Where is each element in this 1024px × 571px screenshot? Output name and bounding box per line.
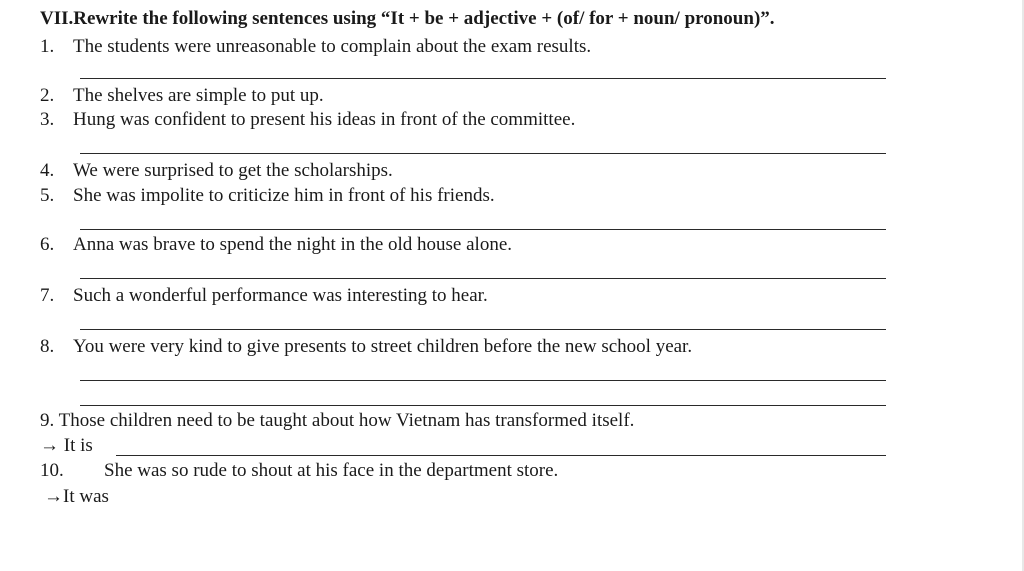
answer-line-1[interactable] [80,78,886,79]
question-10 [40,459,559,483]
question-text: The shelves are simple to put up. [73,85,324,106]
question-number: 7. [40,285,55,306]
question-text: Such a wonderful performance was interesting to hear. [73,285,488,306]
question-number: 5. [40,185,55,206]
exercise-title: VII.Rewrite the following sentences using “It + be + adjective + (of/ for + noun/ pronoun)”. [40,8,775,29]
answer-prompt-10: →It was [44,486,109,507]
question-text: Anna was brave to spend the night in the old house alone. [73,234,513,255]
question-number: 8. [40,336,55,357]
question-text: She was so rude to shout at his face in the department store. [104,460,559,481]
question-text: You were very kind to give presents to street children before the new school year. [73,336,693,357]
answer-line-8a[interactable] [80,380,886,381]
question-9 [40,409,634,433]
question-number: 2. [40,85,55,106]
question-number: 6. [40,234,55,255]
question-text: Hung was confident to present his ideas in front of the committee. [73,109,576,130]
question-text: Those children need to be taught about how Vietnam has transformed itself. [58,410,635,431]
answer-line-7[interactable] [80,329,886,330]
question-number: 3. [40,109,55,130]
question-number: 9. [40,410,55,431]
question-text: She was impolite to criticize him in front of his friends. [73,185,495,206]
answer-line-9[interactable] [116,455,886,456]
answer-line-6[interactable] [80,278,886,279]
question-number: 10. [40,460,64,481]
answer-prompt-9: → It is [40,435,93,456]
answer-line-5[interactable] [80,229,886,230]
question-text: The students were unreasonable to complain about the exam results. [73,36,592,57]
question-text: We were surprised to get the scholarships. [73,160,393,181]
answer-line-8b[interactable] [80,405,886,406]
question-number: 1. [40,36,55,57]
answer-line-3[interactable] [80,153,886,154]
question-number: 4. [40,160,55,181]
